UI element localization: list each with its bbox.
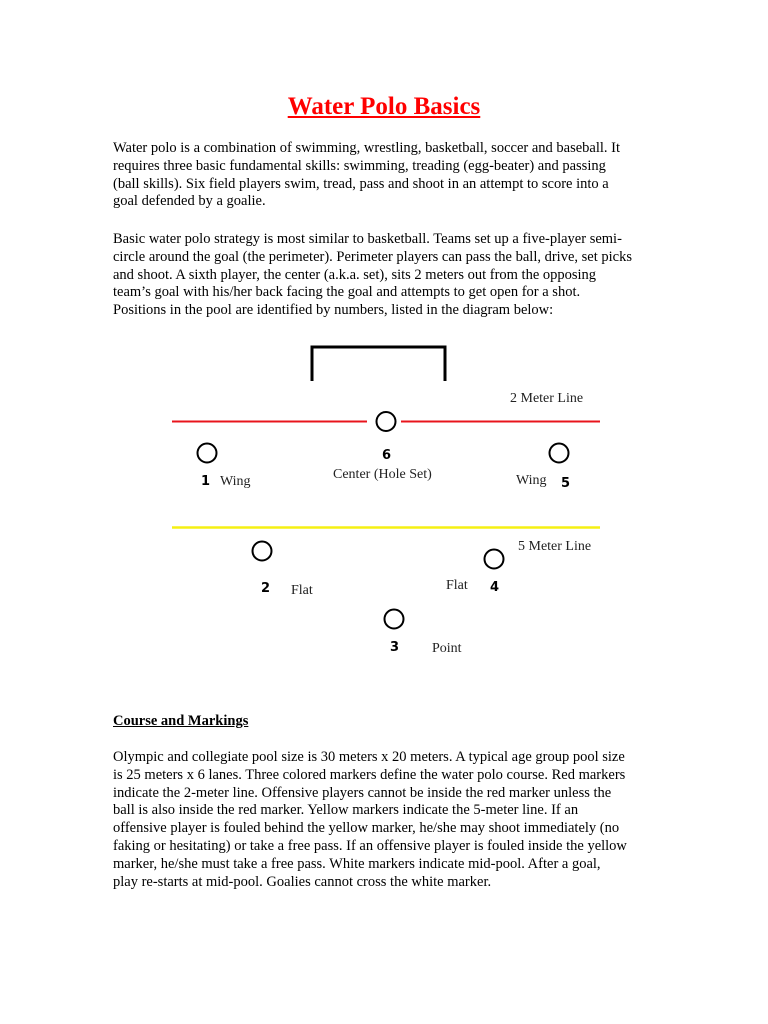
course-markings-heading: Course and Markings (113, 713, 249, 729)
player-5-label: Wing (516, 473, 547, 488)
positions-diagram-svg (168, 334, 604, 660)
paragraph-line: Olympic and collegiate pool size is 30 meters x 20 meters. A typical age group pool size (113, 749, 625, 765)
strategy-paragraph (113, 231, 661, 320)
paragraph-line: indicate the 2-meter line. Offensive players cannot be inside the red marker unless the (113, 784, 612, 801)
player-1-number: 1 (201, 474, 211, 489)
player-2-number: 2 (261, 581, 271, 596)
paragraph-line: faking or hesitating) or take a free pass. If an offensive player is fouled inside the yellow (113, 837, 627, 854)
player-1-label: Wing (220, 474, 251, 489)
paragraph-line: circle around the goal (the perimeter). Perimeter players can pass the ball, drive, set picks (113, 248, 632, 265)
positions-diagram (168, 334, 604, 660)
player-6-marker (377, 412, 396, 431)
paragraph-line: offensive player is fouled behind the yellow marker, he/she may shoot immediately (no (113, 820, 620, 837)
player-5-number: 5 (561, 476, 571, 491)
paragraph-line: Positions in the pool are identified by numbers, listed in the diagram below: (113, 302, 554, 319)
player-5-marker (550, 444, 569, 463)
player-2-label: Flat (291, 583, 313, 598)
player-3-number: 3 (390, 640, 400, 655)
paragraph-line: goal defended by a goalie. (113, 193, 266, 210)
player-6-number: 6 (382, 448, 392, 463)
course-paragraph (113, 749, 661, 891)
paragraph-line: team’s goal with his/her back facing the goal and attempts to get open for a shot. (113, 284, 581, 301)
paragraph-line: (ball skills). Six field players swim, tread, pass and shoot in an attempt to score into a (113, 175, 609, 192)
paragraph-line: Water polo is a combination of swimming, wrestling, basketball, soccer and baseball. It (113, 140, 621, 156)
paragraph-line: marker, he/she must take a free pass. White markers indicate mid-pool. After a goal, (113, 855, 601, 872)
paragraph-line: Basic water polo strategy is most similar to basketball. Teams set up a five-player semi- (113, 231, 622, 247)
document-title: Water Polo Basics (287, 93, 481, 120)
two-meter-line-label: 2 Meter Line (510, 391, 584, 406)
paragraph-line: requires three basic fundamental skills: swimming, treading (egg-beater) and passing (113, 157, 606, 174)
player-4-number: 4 (490, 580, 500, 595)
paragraph-line: is 25 meters x 6 lanes. Three colored markers define the water polo course. Red markers (113, 766, 626, 783)
player-4-marker (485, 550, 504, 569)
intro-paragraph (113, 140, 661, 211)
player-6-label: Center (Hole Set) (333, 467, 432, 482)
goal-outline (312, 347, 445, 381)
player-1-marker (198, 444, 217, 463)
five-meter-line-label: 5 Meter Line (518, 539, 592, 554)
player-3-marker (385, 610, 404, 629)
player-2-marker (253, 542, 272, 561)
paragraph-line: and shoot. A sixth player, the center (a.k.a. set), sits 2 meters out from the opposing (113, 266, 597, 283)
player-3-label: Point (432, 641, 462, 656)
paragraph-line: ball is also inside the red marker. Yellow markers indicate the 5-meter line. If an (113, 802, 579, 819)
player-4-label: Flat (446, 578, 468, 593)
paragraph-line: play re-starts at mid-pool. Goalies cannot cross the white marker. (113, 873, 492, 890)
